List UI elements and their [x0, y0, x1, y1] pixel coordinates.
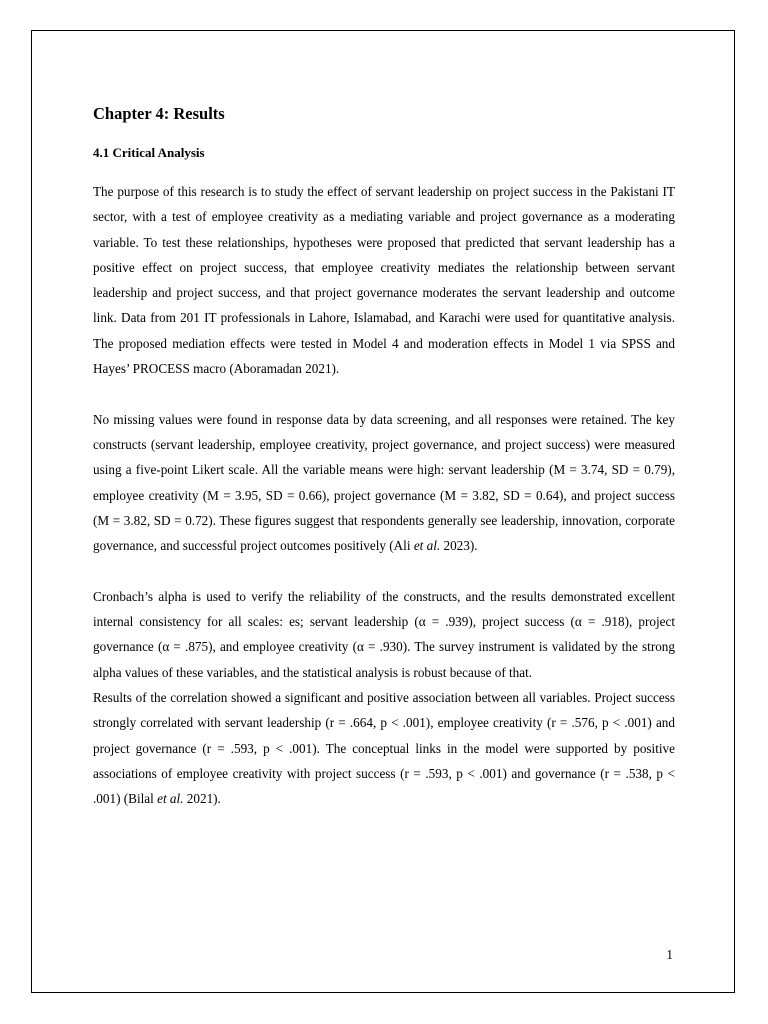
- paragraph-text: Results of the correlation showed a significant and positive association between all variables. Project success strongly correlated with servant leadership (r = .664, p < .001), employee creativity (r = .576, p < .001) and project governance (r = .593, p < .001). The conceptual links in the model were supported by positive associations of employee creativity with project success (r = .593, p < .001) and governance (r = .538, p < .001) (Bilal: [93, 689, 675, 807]
- paragraph-text: No missing values were found in response data by data screening, and all responses were retained. The key constructs (servant leadership, employee creativity, project governance, and project success) were measured using a five-point Likert scale. All the variable means were high: servant leadership (M = 3.74, SD = 0.79), employee creativity (M = 3.95, SD = 0.66), project governance (M = 3.82, SD = 0.64), and project success (M = 3.82, SD = 0.72). These figures suggest that respondents generally see leadership, innovation, corporate governance, and successful project outcomes positively (Ali: [93, 411, 675, 554]
- page-content: [93, 101, 675, 811]
- citation-et-al: et al.: [413, 538, 441, 554]
- paragraph-correlation: [93, 685, 675, 811]
- chapter-title: Chapter 4: Results: [93, 104, 225, 123]
- citation-year: 2021).: [183, 791, 221, 807]
- citation-et-al: et al.: [157, 791, 184, 807]
- document-page: [31, 30, 735, 993]
- section-title: 4.1 Critical Analysis: [93, 145, 205, 160]
- paragraph-reliability: Cronbach’s alpha is used to verify the reliability of the constructs, and the results demonstrated excellent internal consistency for all scales: es; servant leadership (α = .939), project success (α = .918), project governance (α = .875), and employee creativity (α = .930). The survey instrument is validated by the strong alpha values of these variables, and the statistical analysis is robust because of that.: [93, 588, 675, 680]
- paragraph-purpose: The purpose of this research is to study the effect of servant leadership on project success in the Pakistani IT sector, with a test of employee creativity as a mediating variable and project governance as a moderating variable. To test these relationships, hypotheses were proposed that predicted that servant leadership has a positive effect on project success, that employee creativity mediates the relationship between servant leadership and project success, and that project governance moderates the servant leadership and outcome link. Data from 201 IT professionals in Lahore, Islamabad, and Karachi were used for quantitative analysis. The proposed mediation effects were tested in Model 4 and moderation effects in Model 1 via SPSS and Hayes’ PROCESS macro (Aboramadan 2021).: [93, 184, 675, 377]
- citation-year: 2023).: [440, 538, 478, 554]
- paragraph-data-screening: [93, 407, 675, 559]
- page-number: 1: [666, 947, 673, 962]
